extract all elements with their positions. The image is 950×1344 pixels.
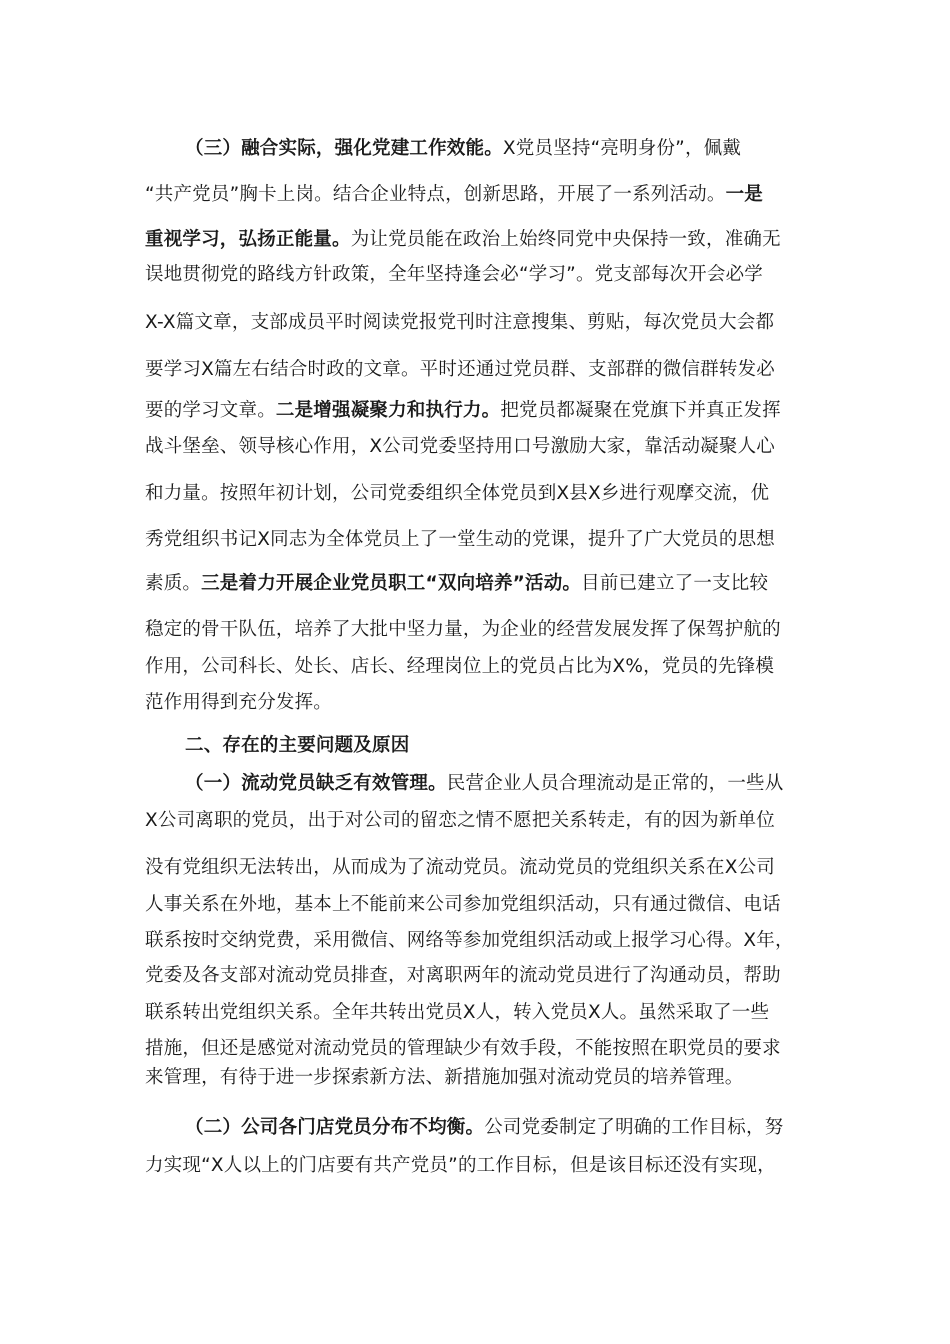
bold-text-run: （二）公司各门店党员分布不均衡。 [185,1117,485,1138]
text-run: 为让党员能在政治上始终同党中央保持一致，准确无 [350,229,781,250]
text-run: 战斗堡垒、领导核心作用，X公司党委坚持用口号激励大家，靠活动凝聚人心 [145,436,775,457]
text-line [145,855,810,881]
text-run: 民营企业人员合理流动是正常的，一些从 [446,773,784,794]
text-run: 联系按时交纳党费，采用微信、网络等参加党组织活动或上报学习心得。X年， [145,930,794,951]
text-run: 作用，公司科长、处长、店长、经理岗位上的党员占比为X%，党员的先锋模 [145,656,775,677]
text-line [145,398,810,424]
text-run: 素质。 [145,573,202,594]
text-run: 目前已建立了一支比较 [581,573,769,594]
text-line [145,227,810,253]
bold-text-run: 一是 [725,184,763,205]
text-run: X党员坚持“亮明身份”，佩戴 [502,138,742,159]
text-line [145,892,810,918]
text-run: 和力量。按照年初计划，公司党委组织全体党员到X县X乡进行观摩交流，优 [145,483,770,504]
text-line [145,571,810,597]
text-line [145,182,810,208]
text-run: X公司离职的党员，出于对公司的留恋之情不愿把关系转走，有的因为新单位 [145,810,775,831]
text-run: 范作用得到充分发挥。 [145,692,333,713]
text-line [145,1036,810,1062]
text-line [145,928,810,954]
bold-text-run: （一）流动党员缺乏有效管理。 [185,773,447,794]
text-run: 误地贯彻党的路线方针政策，全年坚持逢会必“学习”。党支部每次开会必学 [145,264,763,285]
text-run: 来管理，有待于进一步探索新方法、新措施加强对流动党员的培养管理。 [145,1067,744,1088]
bold-text-run: 重视学习，弘扬正能量。 [145,229,351,250]
text-line [145,654,810,680]
text-line [145,357,810,383]
text-run: 措施，但还是感觉对流动党员的管理缺少有效手段，不能按照在职党员的要求 [145,1038,781,1059]
bold-text-run: 二是增强凝聚力和执行力。 [275,400,501,421]
text-line [145,310,810,336]
text-line [185,733,850,759]
text-line [185,1115,810,1141]
text-run: X-X篇文章，支部成员平时阅读党报党刊时注意搜集、剪贴，每次党员大会都 [145,312,775,333]
bold-text-run: 三是着力开展企业党员职工“双向培养”活动。 [201,573,582,594]
text-line [145,1065,810,1091]
text-line [145,262,810,288]
text-line [145,434,810,460]
text-line [145,690,810,716]
text-line [145,1153,810,1179]
text-line [185,136,810,162]
text-line [145,481,810,507]
text-run: 党委及各支部对流动党员排查，对离职两年的流动党员进行了沟通动员，帮助 [145,965,781,986]
text-line [185,771,810,797]
text-run: 没有党组织无法转出，从而成为了流动党员。流动党员的党组织关系在X公司 [145,857,775,878]
text-line [145,527,810,553]
bold-text-run: （三）融合实际，强化党建工作效能。 [185,138,503,159]
text-run: 要的学习文章。 [145,400,276,421]
text-run: 联系转出党组织关系。全年共转出党员X人，转入党员X人。虽然采取了一些 [145,1002,770,1023]
text-run: 力实现“X人以上的门店要有共产党员”的工作目标，但是该目标还没有实现， [145,1155,776,1176]
text-line [145,808,810,834]
text-line [145,1000,810,1026]
text-run: 把党员都凝聚在党旗下并真正发挥 [500,400,781,421]
text-line [145,963,810,989]
bold-text-run: 二、存在的主要问题及原因 [185,735,410,756]
text-run: 要学习X篇左右结合时政的文章。平时还通过党员群、支部群的微信群转发必 [145,359,775,380]
text-run: “共产党员”胸卡上岗。结合企业特点，创新思路，开展了一系列活动。 [145,184,726,205]
text-run: 人事关系在外地，基本上不能前来公司参加党组织活动，只有通过微信、电话 [145,894,781,915]
text-run: 公司党委制定了明确的工作目标，努 [484,1117,784,1138]
text-line [145,617,810,643]
text-run: 稳定的骨干队伍，培养了大批中坚力量，为企业的经营发展发挥了保驾护航的 [145,619,781,640]
text-run: 秀党组织书记X同志为全体党员上了一堂生动的党课，提升了广大党员的思想 [145,529,775,550]
